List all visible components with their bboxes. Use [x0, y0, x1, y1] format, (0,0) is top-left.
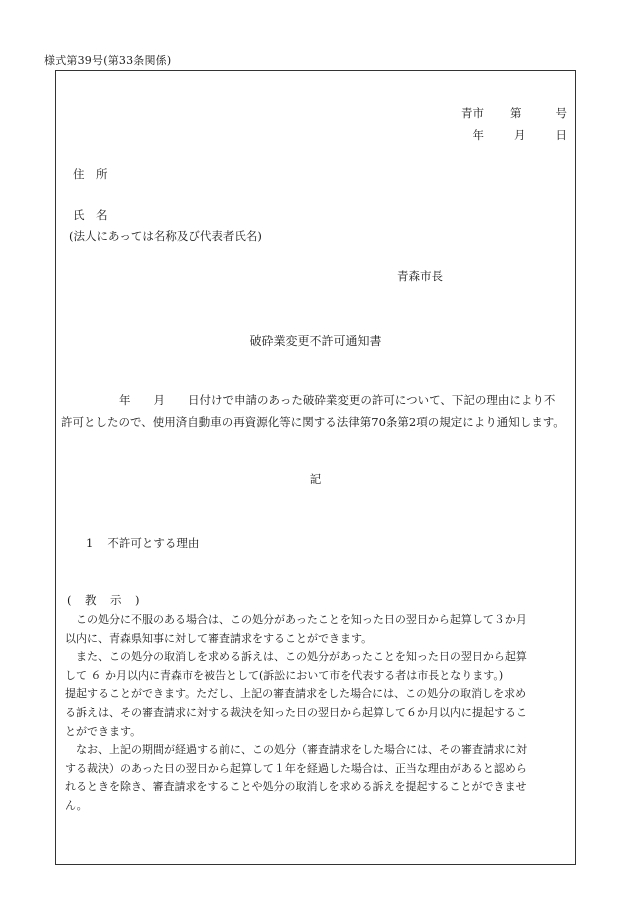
date-year: 年	[472, 128, 484, 142]
reason-item	[86, 535, 199, 551]
sender-mayor: 青森市長	[397, 269, 443, 283]
notice-line: れるときを除き、審査請求をすることや処分の取消しを求める訴えを提起することができませ	[65, 780, 527, 794]
notification-body	[61, 389, 573, 433]
notice-line: る訴えは、その審査請求に対する裁決を知った日の翌日から起算して６か月以内に提起するこ	[65, 705, 527, 719]
name-note: (法人にあっては名称及び代表者氏名)	[69, 229, 262, 243]
notice-line: ん。	[65, 798, 88, 812]
notice-line: して ６ か月以内に青森市を被告として(訴訟において市を代表する者は市長となります。)	[65, 668, 504, 682]
address-label: 住 所	[73, 167, 108, 181]
document-frame	[55, 70, 576, 865]
ki-heading: 記	[309, 472, 322, 486]
body-line-1: 年 月 日付けで申請のあった破砕業変更の許可について、下記の理由により不	[119, 393, 556, 407]
form-number: 様式第39号(第33条関係)	[44, 54, 172, 67]
issue-date	[473, 127, 568, 143]
body-line-2: 許可としたので、使用済自動車の再資源化等に関する法律第70条第2項の規定により通知します。	[61, 415, 565, 429]
date-day: 日	[555, 128, 567, 142]
doc-number-dai: 第	[510, 106, 522, 120]
notice-line: とができます。	[65, 724, 142, 738]
doc-number-go: 号	[555, 106, 567, 120]
notice-line: この処分に不服のある場合は、この処分があったことを知った日の翌日から起算して３か月	[76, 613, 527, 626]
reason-number: 1	[86, 536, 94, 550]
document-number	[461, 105, 567, 121]
notice-line: なお、上記の期間が経過する前に、この処分（審査請求をした場合には、その審査請求に対	[76, 743, 527, 757]
date-month: 月	[514, 128, 526, 142]
reason-label: 不許可とする理由	[107, 536, 200, 550]
notice-line: する裁決）のあった日の翌日から起算して１年を経過した場合は、正当な理由があると認めら	[65, 761, 527, 775]
document-title: 破砕業変更不許可通知書	[249, 334, 382, 348]
appeal-notice	[65, 611, 571, 816]
name-label: 氏 名	[73, 208, 108, 222]
notice-line: 以内に、青森県知事に対して審査請求をすることができます。	[65, 631, 373, 645]
doc-number-prefix: 青市	[461, 106, 484, 120]
notice-line: 提起することができます。ただし、上記の審査請求をした場合には、この処分の取消しを求め	[65, 687, 527, 701]
notice-line: また、この処分の取消しを求める訴えは、この処分があったことを知った日の翌日から起算	[76, 650, 527, 664]
notice-heading: ( 教 示 )	[67, 593, 141, 607]
